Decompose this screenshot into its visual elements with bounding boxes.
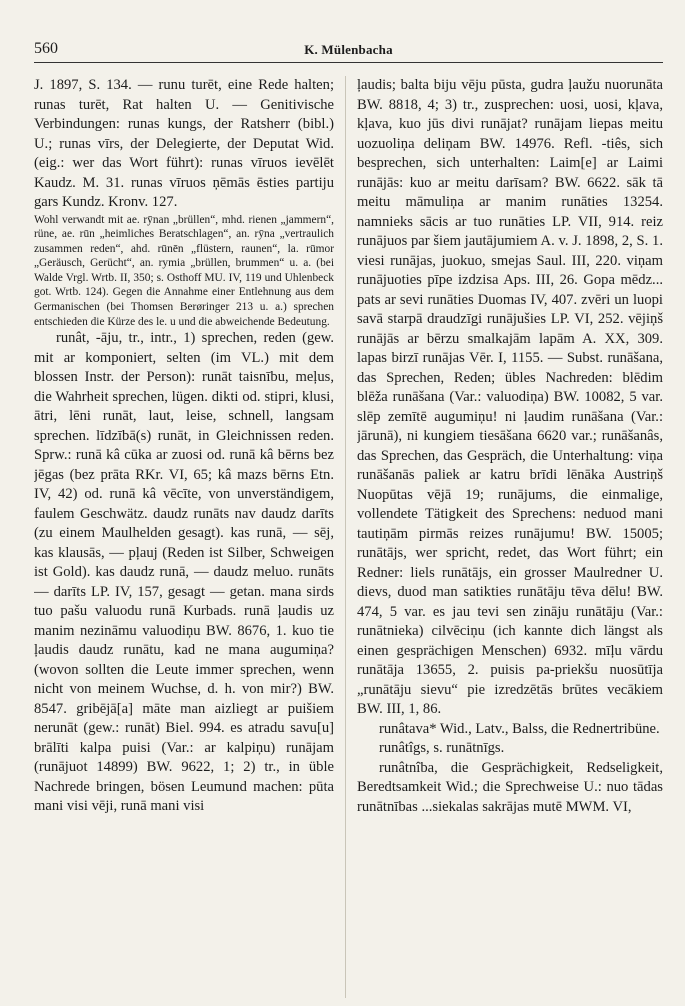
entry-runatigs: runâtîgs, s. runātnīgs. [379, 740, 505, 756]
running-head: K. Mülenbacha [304, 42, 393, 57]
etymology-note: Wohl verwandt mit ae. rȳnan „brüllen“, mhd. rienen „jammern“, rüne, ae. rūn „heimliches Beratschlagen“, an. rȳna „vertraulich zusammen reden“, ahd. rūnēn „flüstern, raunen“, la. rūmor „Geräusch, Gerücht“, an. rymia „brüllen, brummen“ u. a. (bei Walde Vrgl. Wrtb. II, 350; s. Osthoff MU. IV, 119 und Uhlenbeck got. Wrtb. 124). Gegen die Annahme einer Entlehnung aus dem Germanischen (bei Thomsen Berøringer 213 u. a.) sprechen entschieden die Kürze des le. u und die abweichende Bedeutung. [34, 213, 334, 328]
page-number: 560 [34, 40, 58, 57]
entry-runatniba: runâtnîba, die Gesprächigkeit, Redseligkeit, Beredtsamkeit Wid.; die Sprechweise U.: nuo tādas runātnības ...siekalas sakrājas mutē MWM. VI, [357, 759, 663, 815]
entry-runatava: runâtava* Wid., Latv., Balss, die Rednertribüne. [379, 720, 660, 737]
entry-runat: runât, -āju, tr., intr., 1) sprechen, reden (gew. mit ar komponiert, selten (im VL.) mit dem blossen Instr. der Person): runāt taisnību, meļus, die Wahrheit sprechen, lügen. dikti od. stipri, klusi, ātri, lēni runāt, laut, leise, schnell, langsam sprechen. līdzībā(s) runāt, in Gleichnissen reden. Sprw.: runā kâ cūka ar zuosi od. runā kâ bērns bez jēgas (bez prāta RKr. VI, 65; kâ mazs bērns Etn. IV, 42) od. runā kâ vēcīte, von unverständigem, faulem Geschwätz. daudz runāts nav daudz darīts (zu einem Maulhelden gesagt). kas runā, — sēj, kas klausās, — pļauj (Reden ist Silber, Schweigen ist Gold). kas daudz runā, — daudz meluo. runāts — darīts LP. IV, 157, gesagt — getan. mana sirds tuo pašu valuodu runā Kurbads. runā ļaudis uz manim nezināmu valuodiņu BW. 8676, 1. kuo tie ļaudis daudz runātu, kad ne mana augumiņa? (wovon sollten die Leute immer sprechen, wenn nicht von meinem Wuchse, d. h. von mir?) BW. 8547. gribējā[a] māte man aizliegt ar puišiem nerunāt (gew.: runāt) Biel. 994. es atradu savu[u] brālīti kalpa puisi (Var.: ar kalpiņu) runājam (runājuot 14899) BW. 9622, 1; 2) tr., in üble Nachrede bringen, bösen Leumund machen: pūta mani visi vēji, runā mani visi [34, 330, 334, 815]
right-column [357, 76, 663, 998]
left-column [34, 76, 334, 998]
column-divider [345, 76, 346, 998]
entry-continuation-runa: J. 1897, S. 134. — runu turēt, eine Rede halten; runas turēt, Rat halten U. — Genitivische Verbindungen: runas kungs, der Ratsherr (bibl.) U.; runas vīrs, der Delegierte, der Deputat Wid. (eig.: wer das Wort führt): runas vīruos ievēlēt Kaudz. M. 31. runas vīruos ņēmās ēsties partiju gars Kundz. Kronv. 127. [34, 77, 334, 210]
entry-runat-continued: ļaudis; balta biju vēju pūsta, gudra ļaužu nuorunāta BW. 8818, 4; 3) tr., zusprechen: uosi, uosi, kļava, kļava, kuo jūs divi runājat? runājam liepas meitu uozuoliņa deliņam BW. 14976. Refl. -tiês, sich besprechen, sich unterhalten: Laim[e] ar Laimi runājās: kuo ar meitu darīsam? BW. 6622. sāk tā meitu māmuliņa ar manim runāties 13254. namnieks sācis ar tuo runāties LP. VII, 914. reiz runājuos par šiem jautājumiem A. v. J. 1898, 2, S. 1. viesi runājas, juokuo, smejas Saul. III, 220. viņam runājuoties pīpe izdzisa Aps. III, 26. Gopa mēdz... pats ar sevi runāties Duomas IV, 407. zvēri un luopi savā starpā draudzīgi runājušies LP. VI, 252. vējiņš runājās ar bērzu smalkajām lapām A. XX, 309. lapas birzī runājas Vēr. I, 1155. — Subst. runāšana, das Sprechen, Reden; übles Nachreden: blēdim blēža runāšana (Var.: valuodiņa) BW. 10082, 5 var. slēp zemītē augumiņu! ni ļaudim runāšana (Var.: jārunā), ni kungiem tiesāšana 6620 var.; runāšanâs, das Sprechen, das Gespräch, die Unterhaltung: viņa runāšanās paliek ar katru brīdi lēnāka Austriņš Nuopūtas vējā 19; runājums, die einmalige, vollendete Tätigkeit des Sprechens: neduod mani tautiņām pirmās reizes runājumu! BW. 15005; runātājs, wer spricht, redet, das Wort führt; ein Redner: liels runātājs, ein grosser Maulredner U. dievs, duod man satikties runātāju tēva dēlu! BW. 474, 5 var. es jau tevi sen zināju runātāju (Var.: runātnieka) cilvēciņu (ich kannte dich längst als einen gesprächigen Menschen) 6932. mīļu vārdu runātāja 13655, 2. puisis pa-priekšu nuosūtīja „runātāju sievu“ pie izredzētās brūtes vecākiem BW. III, 1, 86. [357, 77, 663, 717]
page-header [34, 38, 663, 63]
